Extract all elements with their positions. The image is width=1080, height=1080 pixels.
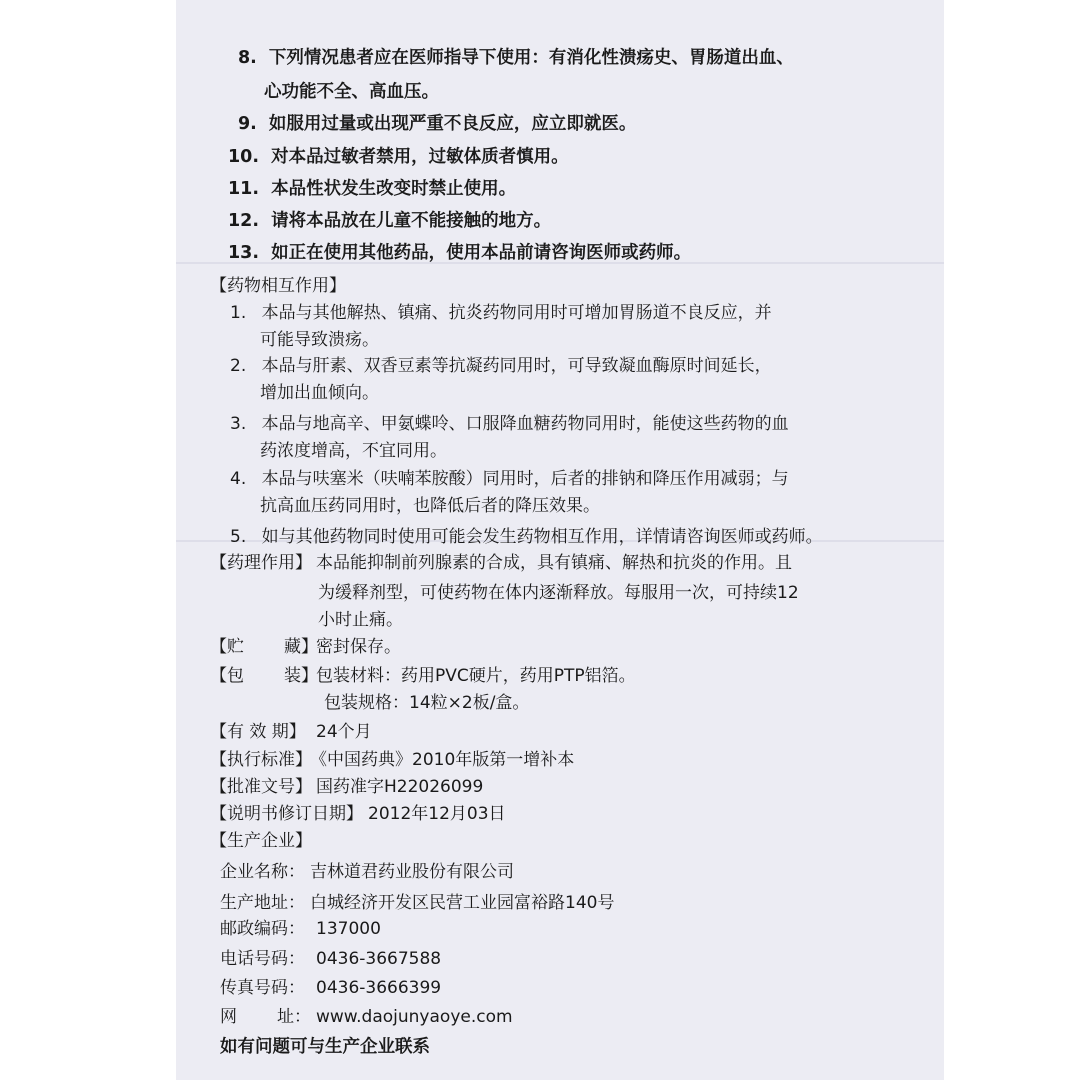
caution-text: 本品性状发生改变时禁止使用。 — [271, 179, 517, 199]
manufacturer-name-label: 企业名称： — [220, 862, 305, 882]
caution-item-8 — [238, 47, 794, 69]
caution-text: 对本品过敏者禁用，过敏体质者慎用。 — [271, 147, 569, 167]
phone-value: 0436-3667588 — [316, 949, 442, 969]
fax-label: 传真号码： — [220, 978, 305, 998]
caution-item-11 — [228, 178, 516, 200]
storage-label-part: 藏】 — [284, 637, 318, 657]
website-value: www.daojunyaoye.com — [316, 1007, 513, 1027]
caution-number: 10. — [228, 147, 260, 167]
contact-footer: 如有问题可与生产企业联系 — [220, 1037, 430, 1057]
package-label-part: 装】 — [284, 666, 318, 686]
postal-code-value: 137000 — [316, 919, 381, 939]
interactions-heading: 【药物相互作用】 — [210, 276, 346, 296]
interaction-text: 本品与地高辛、甲氨蝶呤、口服降血糖药物同用时，能使这些药物的血 — [261, 414, 789, 434]
interaction-text: 本品与其他解热、镇痛、抗炎药物同用时可增加胃肠道不良反应，并 — [261, 303, 772, 323]
caution-text: 如正在使用其他药品，使用本品前请咨询医师或药师。 — [271, 243, 692, 263]
caution-number: 12. — [228, 211, 260, 231]
caution-text: 下列情况患者应在医师指导下使用：有消化性溃疡史、胃肠道出血、 — [268, 48, 794, 68]
interaction-text: 如与其他药物同时使用可能会发生药物相互作用，详情请咨询医师或药师。 — [261, 527, 823, 547]
interaction-text: 本品与呋塞米（呋喃苯胺酸）同用时，后者的排钠和降压作用减弱；与 — [261, 469, 789, 489]
interaction-number: 3. — [230, 414, 247, 434]
interaction-text-continued: 抗高血压药同用时，也降低后者的降压效果。 — [260, 496, 600, 516]
standard-label: 【执行标准】 — [210, 750, 312, 770]
interaction-number: 4. — [230, 469, 247, 489]
pharmacology-text: 本品能抑制前列腺素的合成，具有镇痛、解热和抗炎的作用。且 — [316, 553, 792, 573]
caution-number: 11. — [228, 179, 260, 199]
storage-label — [210, 636, 318, 658]
website-label-part: 址： — [277, 1007, 311, 1027]
interaction-text: 本品与肝素、双香豆素等抗凝药同用时，可导致凝血酶原时间延长， — [261, 356, 772, 376]
leaflet-sheet — [176, 0, 944, 1080]
revision-label: 【说明书修订日期】 — [210, 804, 363, 824]
caution-item-12 — [228, 210, 551, 232]
phone-label: 电话号码： — [220, 949, 305, 969]
storage-label-part: 【贮 — [210, 637, 244, 657]
standard-value: 《中国药典》2010年版第一增补本 — [310, 750, 575, 770]
caution-item-10 — [228, 146, 569, 168]
postal-code-label: 邮政编码： — [220, 919, 305, 939]
interaction-number: 5. — [230, 527, 247, 547]
manufacturer-name-value: 吉林道君药业股份有限公司 — [310, 862, 514, 882]
package-label — [210, 665, 318, 687]
interaction-item-2 — [230, 355, 772, 377]
website-label-part: 网 — [220, 1007, 237, 1027]
package-spec: 包装规格：14粒×2板/盒。 — [324, 693, 530, 713]
interaction-number: 1. — [230, 303, 247, 323]
approval-value: 国药准字H22026099 — [316, 777, 484, 797]
caution-text: 如服用过量或出现严重不良反应，应立即就医。 — [268, 114, 637, 134]
pharmacology-text-continued: 小时止痛。 — [318, 610, 403, 630]
interaction-text-continued: 药浓度增高，不宜同用。 — [260, 441, 447, 461]
caution-text-continued: 心功能不全、高血压。 — [264, 82, 439, 102]
leaflet-page — [176, 0, 944, 1080]
caution-number: 8. — [238, 48, 257, 68]
revision-value: 2012年12月03日 — [368, 804, 506, 824]
approval-label: 【批准文号】 — [210, 777, 312, 797]
caution-item-9 — [238, 113, 636, 135]
manufacturer-heading: 【生产企业】 — [210, 831, 312, 851]
caution-number: 13. — [228, 243, 260, 263]
validity-label: 【有 效 期】 — [210, 722, 306, 742]
pharmacology-text-continued: 为缓释剂型，可使药物在体内逐渐释放。每服用一次，可持续12 — [318, 583, 799, 603]
website-label — [220, 1006, 311, 1028]
interaction-text-continued: 可能导致溃疡。 — [260, 330, 379, 350]
caution-text: 请将本品放在儿童不能接触的地方。 — [271, 211, 552, 231]
interaction-item-4 — [230, 468, 789, 490]
package-value: 包装材料：药用PVC硬片，药用PTP铝箔。 — [316, 666, 636, 686]
interaction-number: 2. — [230, 356, 247, 376]
interaction-item-3 — [230, 413, 789, 435]
caution-item-13 — [228, 242, 691, 264]
manufacturer-address-value: 白城经济开发区民营工业园富裕路140号 — [310, 893, 615, 913]
manufacturer-address-label: 生产地址： — [220, 893, 305, 913]
pharmacology-label: 【药理作用】 — [210, 553, 312, 573]
caution-number: 9. — [238, 114, 257, 134]
interaction-item-1 — [230, 302, 772, 324]
interaction-item-5 — [230, 526, 823, 548]
storage-value: 密封保存。 — [316, 637, 401, 657]
package-label-part: 【包 — [210, 666, 244, 686]
interaction-text-continued: 增加出血倾向。 — [260, 383, 379, 403]
validity-value: 24个月 — [316, 722, 372, 742]
fax-value: 0436-3666399 — [316, 978, 442, 998]
